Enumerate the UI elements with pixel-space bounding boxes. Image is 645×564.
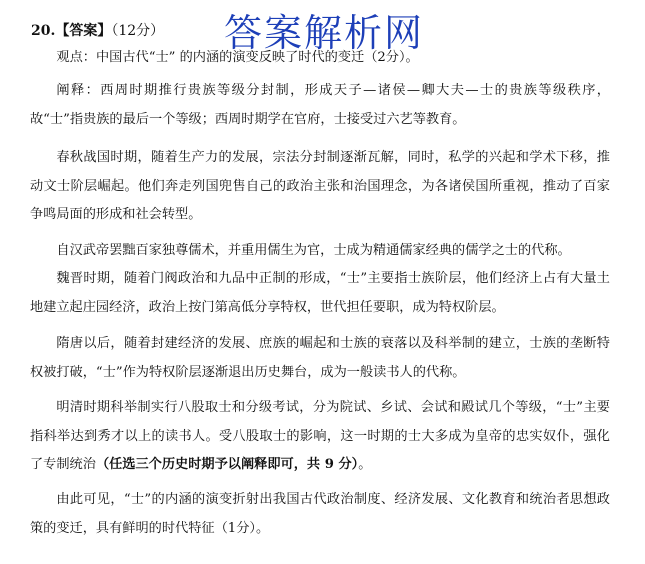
ming-qing-end: 。 xyxy=(358,457,372,472)
explanation-han-dynasty: 自汉武帝罢黜百家独尊儒术，并重用儒生为官，士成为精通儒家经典的儒学之士的代称。 xyxy=(56,243,571,258)
watermark-logo: 答案解析网 xyxy=(224,11,425,55)
ming-qing-text: 明清时期科举制实行八股取士和分级考试，分为院试、乡试、会试和殿试几个等级，“士”主要指科举达到秀才以上的读书人。受八股取士的影响，这一时期的士大多成为皇帝的忠实奴仆，强化了专制统治 xyxy=(30,400,610,472)
question-score: （12分） xyxy=(111,23,165,39)
question-heading xyxy=(31,20,164,40)
question-number: 20. xyxy=(31,23,56,39)
explanation-spring-autumn-warring-states: 春秋战国时期，随着生产力的发展，宗法分封制逐渐瓦解，同时，私学的兴起和学术下移，推动文士阶层崛起。他们奔走列国兜售自己的政治主张和治国理念，为各诸侯国所重视，推动了百家争鸣局面的形成和社会转型。 xyxy=(30,150,610,222)
scoring-note: （任选三个历史时期予以阐释即可，共 9 分） xyxy=(95,457,359,472)
conclusion-paragraph: 由此可见，“士”的内涵的演变折射出我国古代政治制度、经济发展、文化教育和统治者思想政策的变迁，具有鲜明的时代特征（1分）。 xyxy=(30,492,610,536)
viewpoint-paragraph: 观点：中国古代“士” 的内涵的演变反映了时代的变迁（2分）。 xyxy=(56,50,419,65)
explanation-wei-jin: 魏晋时期，随着门阀政治和九品中正制的形成，“士”主要指士族阶层，他们经济上占有大量土地建立起庄园经济，政治上按门第高低分享特权，世代担任要职，成为特权阶层。 xyxy=(30,271,610,315)
explanation-western-zhou: 阐释：西周时期推行贵族等级分封制，形成天子—诸侯—卿大夫—士的贵族等级秩序，故“士”指贵族的最后一个等级；西周时期学在官府，士接受过六艺等教育。 xyxy=(30,83,610,127)
explanation-ming-qing xyxy=(30,394,610,480)
explanation-sui-tang: 隋唐以后，随着封建经济的发展、庶族的崛起和士族的衰落以及科举制的建立，士族的垄断特权被打破，“士”作为特权阶层逐渐退出历史舞台，成为一般读书人的代称。 xyxy=(30,336,610,380)
answer-label: 【答案】 xyxy=(55,23,112,39)
